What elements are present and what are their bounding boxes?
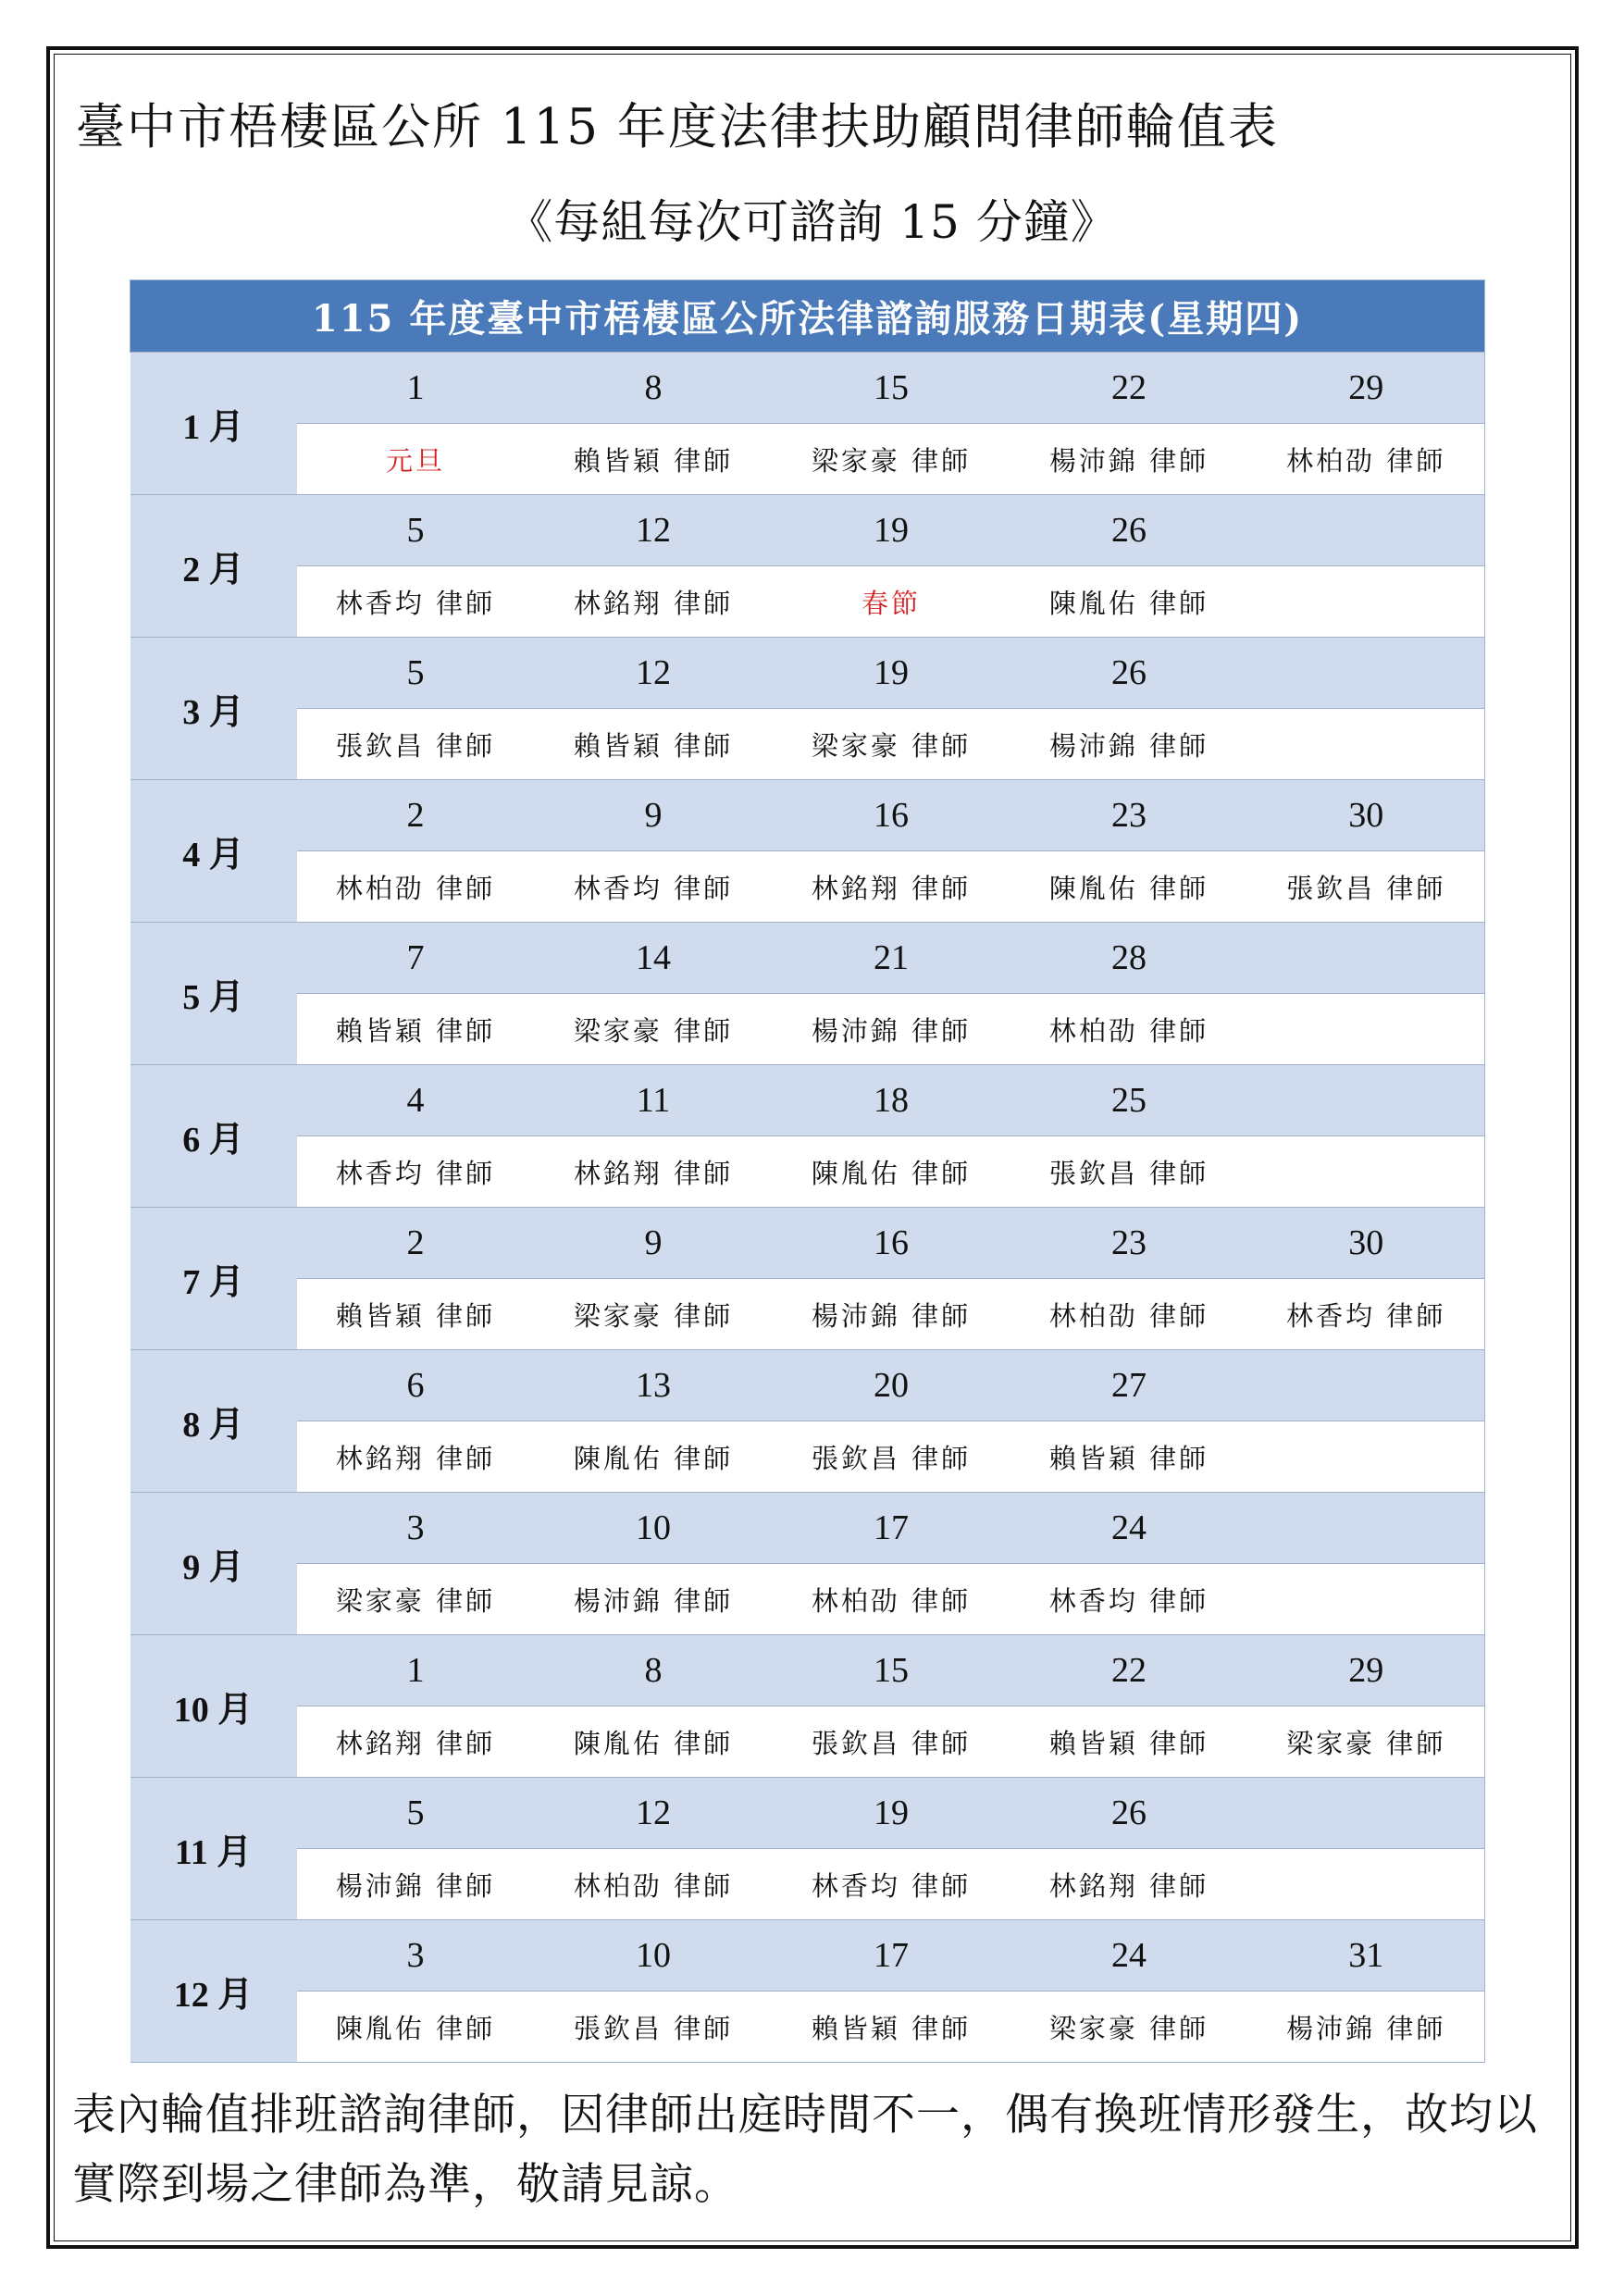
lawyer-cell: 楊沛錦 律師 xyxy=(297,1849,535,1920)
date-cell: 9 xyxy=(535,1208,773,1279)
lawyer-cell: 林柏劭 律師 xyxy=(1010,1279,1248,1350)
month-label: 7 月 xyxy=(130,1208,297,1350)
holiday-cell: 春節 xyxy=(773,566,1010,638)
lawyer-cell: 陳胤佑 律師 xyxy=(535,1421,773,1493)
date-cell: 13 xyxy=(535,1350,773,1421)
date-cell: 29 xyxy=(1248,353,1485,424)
date-cell: 16 xyxy=(773,1208,1010,1279)
lawyer-cell: 張欽昌 律師 xyxy=(535,1992,773,2063)
month-label: 6 月 xyxy=(130,1065,297,1208)
date-cell: 15 xyxy=(773,353,1010,424)
date-cell: 26 xyxy=(1010,638,1248,709)
lawyer-cell: 賴皆穎 律師 xyxy=(297,1279,535,1350)
month-label: 1 月 xyxy=(130,353,297,495)
month-label: 8 月 xyxy=(130,1350,297,1493)
date-cell: 28 xyxy=(1010,923,1248,994)
date-cell: 19 xyxy=(773,495,1010,566)
consultation-time-note: 《每組每次可諮詢 15 分鐘》 xyxy=(506,195,1118,249)
lawyer-row xyxy=(130,1136,1485,1208)
date-cell: 4 xyxy=(297,1065,535,1136)
date-row xyxy=(130,1350,1485,1421)
lawyer-cell: 楊沛錦 律師 xyxy=(773,1279,1010,1350)
date-row xyxy=(130,1493,1485,1564)
date-cell xyxy=(1248,1778,1485,1849)
date-cell: 1 xyxy=(297,1635,535,1706)
lawyer-cell: 梁家豪 律師 xyxy=(773,709,1010,780)
date-cell: 29 xyxy=(1248,1635,1485,1706)
lawyer-cell: 林香均 律師 xyxy=(1248,1279,1485,1350)
lawyer-cell: 林柏劭 律師 xyxy=(535,1849,773,1920)
date-cell: 7 xyxy=(297,923,535,994)
lawyer-cell: 楊沛錦 律師 xyxy=(1010,709,1248,780)
lawyer-cell: 賴皆穎 律師 xyxy=(1010,1706,1248,1778)
date-cell: 17 xyxy=(773,1920,1010,1992)
lawyer-cell: 張欽昌 律師 xyxy=(1248,851,1485,923)
date-cell: 3 xyxy=(297,1493,535,1564)
lawyer-cell: 林香均 律師 xyxy=(535,851,773,923)
date-cell: 30 xyxy=(1248,1208,1485,1279)
date-row xyxy=(130,638,1485,709)
date-cell: 9 xyxy=(535,780,773,851)
date-cell: 10 xyxy=(535,1920,773,1992)
lawyer-cell: 林香均 律師 xyxy=(1010,1564,1248,1635)
lawyer-row xyxy=(130,1706,1485,1778)
date-cell xyxy=(1248,1350,1485,1421)
lawyer-cell: 林香均 律師 xyxy=(297,1136,535,1208)
date-row xyxy=(130,780,1485,851)
lawyer-cell: 陳胤佑 律師 xyxy=(297,1992,535,2063)
date-cell: 8 xyxy=(535,353,773,424)
date-cell: 30 xyxy=(1248,780,1485,851)
schedule-body xyxy=(130,353,1485,2063)
lawyer-cell: 林銘翔 律師 xyxy=(535,1136,773,1208)
date-cell: 5 xyxy=(297,495,535,566)
date-cell: 20 xyxy=(773,1350,1010,1421)
lawyer-cell: 賴皆穎 律師 xyxy=(1010,1421,1248,1493)
lawyer-cell: 楊沛錦 律師 xyxy=(535,1564,773,1635)
date-cell: 22 xyxy=(1010,1635,1248,1706)
lawyer-cell: 林柏劭 律師 xyxy=(297,851,535,923)
date-cell: 22 xyxy=(1010,353,1248,424)
lawyer-row xyxy=(130,994,1485,1065)
lawyer-cell xyxy=(1248,1136,1485,1208)
date-cell: 15 xyxy=(773,1635,1010,1706)
date-cell: 24 xyxy=(1010,1920,1248,1992)
lawyer-row xyxy=(130,851,1485,923)
date-row xyxy=(130,1635,1485,1706)
lawyer-cell: 陳胤佑 律師 xyxy=(1010,851,1248,923)
lawyer-row xyxy=(130,424,1485,495)
lawyer-cell: 賴皆穎 律師 xyxy=(297,994,535,1065)
date-cell: 26 xyxy=(1010,1778,1248,1849)
lawyer-row xyxy=(130,1992,1485,2063)
lawyer-cell xyxy=(1248,1849,1485,1920)
date-cell: 1 xyxy=(297,353,535,424)
lawyer-cell: 賴皆穎 律師 xyxy=(535,424,773,495)
date-cell: 23 xyxy=(1010,780,1248,851)
page-title: 臺中市梧棲區公所 115 年度法律扶助顧問律師輪值表 xyxy=(76,99,1279,155)
month-label: 3 月 xyxy=(130,638,297,780)
date-cell: 25 xyxy=(1010,1065,1248,1136)
lawyer-cell: 張欽昌 律師 xyxy=(773,1421,1010,1493)
date-cell: 5 xyxy=(297,1778,535,1849)
month-label: 9 月 xyxy=(130,1493,297,1635)
date-cell xyxy=(1248,1065,1485,1136)
lawyer-cell: 林銘翔 律師 xyxy=(773,851,1010,923)
date-cell: 5 xyxy=(297,638,535,709)
date-cell: 10 xyxy=(535,1493,773,1564)
holiday-cell: 元旦 xyxy=(297,424,535,495)
lawyer-cell: 楊沛錦 律師 xyxy=(773,994,1010,1065)
lawyer-cell: 楊沛錦 律師 xyxy=(1010,424,1248,495)
date-cell: 8 xyxy=(535,1635,773,1706)
date-cell: 12 xyxy=(535,495,773,566)
lawyer-cell xyxy=(1248,709,1485,780)
date-cell: 18 xyxy=(773,1065,1010,1136)
date-cell: 27 xyxy=(1010,1350,1248,1421)
lawyer-cell: 林銘翔 律師 xyxy=(297,1706,535,1778)
lawyer-cell: 林銘翔 律師 xyxy=(1010,1849,1248,1920)
month-label: 10 月 xyxy=(130,1635,297,1778)
lawyer-cell: 林銘翔 律師 xyxy=(535,566,773,638)
lawyer-cell: 梁家豪 律師 xyxy=(1010,1992,1248,2063)
lawyer-cell xyxy=(1248,1421,1485,1493)
lawyer-row xyxy=(130,1279,1485,1350)
date-cell xyxy=(1248,495,1485,566)
month-label: 11 月 xyxy=(130,1778,297,1920)
lawyer-row xyxy=(130,1421,1485,1493)
lawyer-row xyxy=(130,1564,1485,1635)
date-cell: 12 xyxy=(535,638,773,709)
lawyer-cell: 梁家豪 律師 xyxy=(1248,1706,1485,1778)
date-cell: 31 xyxy=(1248,1920,1485,1992)
lawyer-cell xyxy=(1248,1564,1485,1635)
lawyer-cell: 林柏劭 律師 xyxy=(773,1564,1010,1635)
lawyer-cell: 梁家豪 律師 xyxy=(773,424,1010,495)
date-row xyxy=(130,353,1485,424)
lawyer-cell: 張欽昌 律師 xyxy=(297,709,535,780)
month-label: 12 月 xyxy=(130,1920,297,2063)
lawyer-cell: 陳胤佑 律師 xyxy=(1010,566,1248,638)
lawyer-cell: 林銘翔 律師 xyxy=(297,1421,535,1493)
lawyer-cell: 張欽昌 律師 xyxy=(773,1706,1010,1778)
date-cell: 2 xyxy=(297,780,535,851)
date-cell: 19 xyxy=(773,638,1010,709)
lawyer-cell: 梁家豪 律師 xyxy=(297,1564,535,1635)
date-cell: 2 xyxy=(297,1208,535,1279)
lawyer-row xyxy=(130,709,1485,780)
date-cell: 21 xyxy=(773,923,1010,994)
date-cell: 24 xyxy=(1010,1493,1248,1564)
date-cell: 11 xyxy=(535,1065,773,1136)
lawyer-cell: 陳胤佑 律師 xyxy=(535,1706,773,1778)
date-cell: 17 xyxy=(773,1493,1010,1564)
date-row xyxy=(130,1920,1485,1992)
lawyer-row xyxy=(130,566,1485,638)
lawyer-row xyxy=(130,1849,1485,1920)
month-label: 4 月 xyxy=(130,780,297,923)
month-label: 2 月 xyxy=(130,495,297,638)
date-cell: 23 xyxy=(1010,1208,1248,1279)
date-row xyxy=(130,1065,1485,1136)
lawyer-cell xyxy=(1248,566,1485,638)
lawyer-cell: 梁家豪 律師 xyxy=(535,994,773,1065)
lawyer-cell: 梁家豪 律師 xyxy=(535,1279,773,1350)
schedule-table-header: 115 年度臺中市梧棲區公所法律諮詢服務日期表(星期四) xyxy=(130,280,1485,353)
date-cell: 16 xyxy=(773,780,1010,851)
lawyer-cell: 張欽昌 律師 xyxy=(1010,1136,1248,1208)
date-cell: 14 xyxy=(535,923,773,994)
lawyer-cell: 林柏劭 律師 xyxy=(1248,424,1485,495)
date-cell: 3 xyxy=(297,1920,535,1992)
footer-note: 表內輪值排班諮詢律師，因律師出庭時間不一，偶有換班情形發生，故均以實際到場之律師為準，敬請見諒。 xyxy=(72,2090,1538,2210)
date-cell: 6 xyxy=(297,1350,535,1421)
lawyer-cell: 楊沛錦 律師 xyxy=(1248,1992,1485,2063)
lawyer-cell: 林香均 律師 xyxy=(773,1849,1010,1920)
date-row xyxy=(130,1208,1485,1279)
lawyer-cell: 林柏劭 律師 xyxy=(1010,994,1248,1065)
date-cell: 12 xyxy=(535,1778,773,1849)
lawyer-cell: 林香均 律師 xyxy=(297,566,535,638)
lawyer-cell xyxy=(1248,994,1485,1065)
date-row xyxy=(130,495,1485,566)
date-row xyxy=(130,1778,1485,1849)
date-cell xyxy=(1248,923,1485,994)
lawyer-cell: 賴皆穎 律師 xyxy=(773,1992,1010,2063)
date-cell xyxy=(1248,1493,1485,1564)
month-label: 5 月 xyxy=(130,923,297,1065)
date-cell: 26 xyxy=(1010,495,1248,566)
lawyer-cell: 賴皆穎 律師 xyxy=(535,709,773,780)
date-row xyxy=(130,923,1485,994)
schedule-table xyxy=(130,279,1485,2063)
lawyer-cell: 陳胤佑 律師 xyxy=(773,1136,1010,1208)
date-cell xyxy=(1248,638,1485,709)
date-cell: 19 xyxy=(773,1778,1010,1849)
